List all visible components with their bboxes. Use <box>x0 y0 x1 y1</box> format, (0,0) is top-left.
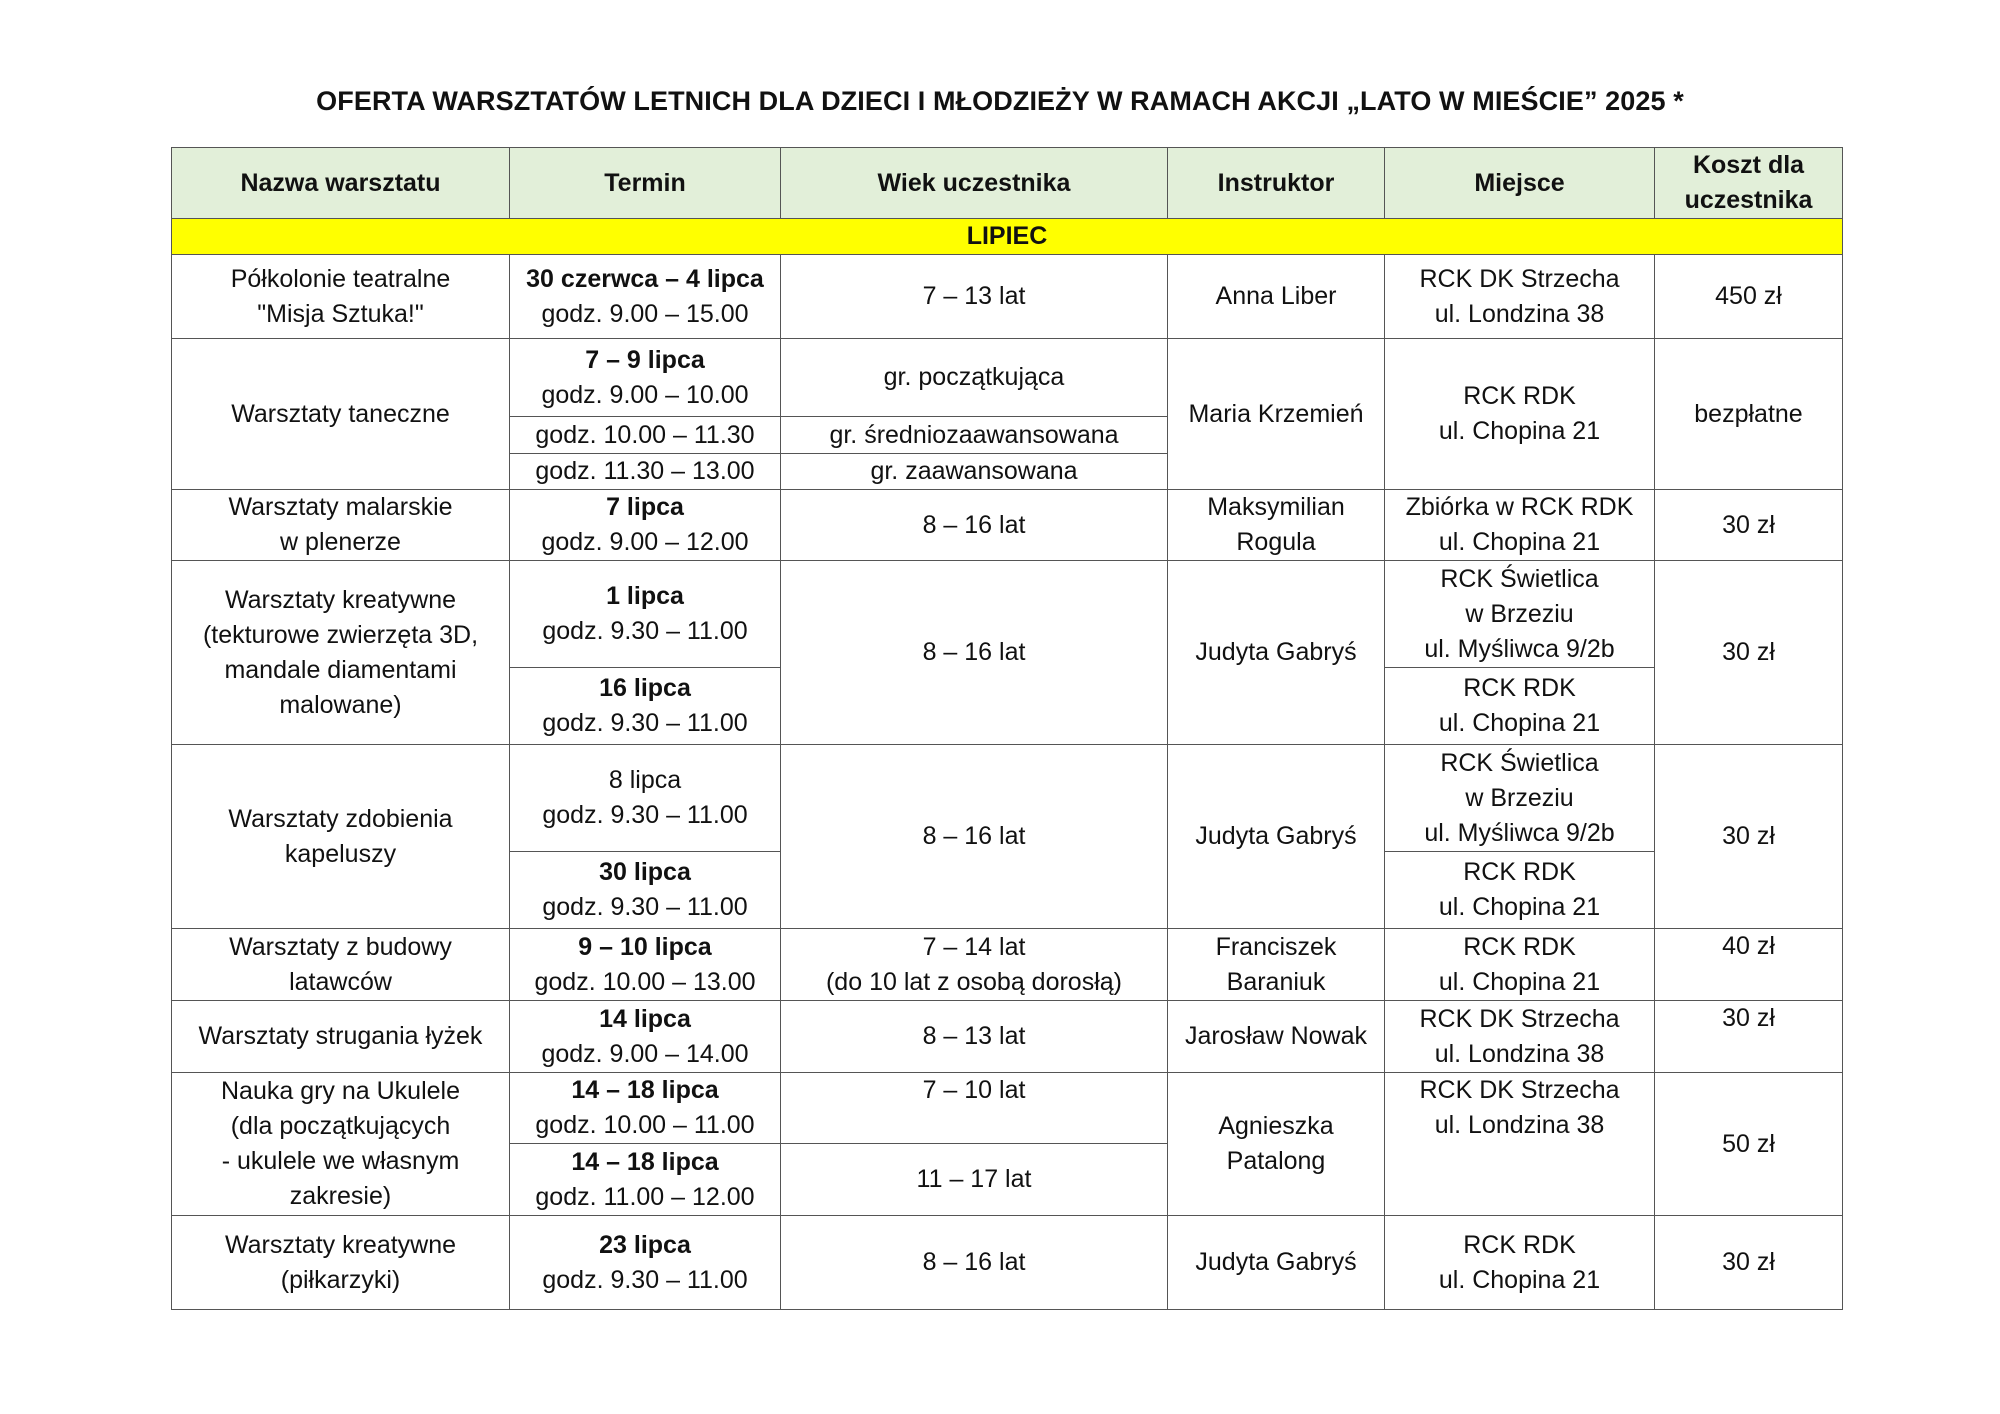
workshop-name <box>172 929 510 1001</box>
place-line: RCK Świetlica <box>1440 564 1599 593</box>
workshop-age: 7 – 10 lat <box>781 1073 1168 1144</box>
header-place: Miejsce <box>1385 148 1655 219</box>
workshop-name <box>172 561 510 745</box>
instructor-line: Baraniuk <box>1226 967 1326 996</box>
workshop-term <box>510 745 781 852</box>
workshop-name-line: zakresie) <box>289 1182 392 1210</box>
workshop-place <box>1385 929 1655 1001</box>
workshop-place <box>1385 852 1655 929</box>
workshop-term <box>510 929 781 1001</box>
workshop-instructor <box>1168 490 1385 561</box>
table-row <box>172 745 1843 852</box>
workshop-instructor: Judyta Gabryś <box>1168 745 1385 929</box>
workshop-name-line: malowane) <box>279 690 402 719</box>
term-hours: godz. 11.00 – 12.00 <box>535 1182 755 1211</box>
workshop-place <box>1385 561 1655 668</box>
table-row <box>172 929 1843 1001</box>
workshop-name-line: (piłkarzyki) <box>280 1265 401 1294</box>
table-row <box>172 255 1843 339</box>
workshop-instructor: Judyta Gabryś <box>1168 561 1385 745</box>
place-line: ul. Myśliwca 9/2b <box>1424 634 1615 663</box>
instructor-line: Maksymilian <box>1207 493 1345 521</box>
workshop-age: 8 – 16 lat <box>781 490 1168 561</box>
header-cost-line1: Koszt dla <box>1692 151 1805 179</box>
workshop-cost: 30 zł <box>1655 490 1843 561</box>
table-row <box>172 490 1843 561</box>
place-line: ul. Londzina 38 <box>1434 299 1605 328</box>
term-hours: godz. 9.30 – 11.00 <box>542 801 748 829</box>
workshop-term <box>510 339 781 417</box>
workshop-place <box>1385 339 1655 490</box>
place-line: w Brzeziu <box>1465 599 1574 628</box>
term-hours: godz. 11.30 – 13.00 <box>510 454 781 490</box>
workshop-cost: 30 zł <box>1655 561 1843 745</box>
workshop-name-line: latawców <box>289 967 392 996</box>
workshop-term <box>510 1144 781 1216</box>
term-date: 9 – 10 lipca <box>578 932 712 961</box>
header-instructor: Instruktor <box>1168 148 1385 219</box>
workshop-cost: 30 zł <box>1655 745 1843 929</box>
workshop-name <box>172 490 510 561</box>
workshop-name-line: - ukulele we własnym <box>221 1147 460 1175</box>
workshop-name-line: mandale diamentami <box>224 655 457 684</box>
workshop-name <box>172 745 510 929</box>
place-line: RCK RDK <box>1463 1230 1576 1259</box>
term-date: 30 lipca <box>599 858 691 886</box>
workshop-instructor: Judyta Gabryś <box>1168 1216 1385 1310</box>
place-line: RCK DK Strzecha <box>1419 1076 1620 1104</box>
place-line: ul. Chopina 21 <box>1438 1265 1601 1294</box>
workshop-cost: 30 zł <box>1655 1216 1843 1310</box>
term-date: 30 czerwca – 4 lipca <box>526 264 764 293</box>
workshop-name: Warsztaty strugania łyżek <box>172 1001 510 1073</box>
term-date: 7 – 9 lipca <box>585 345 705 374</box>
workshop-name-line: Warsztaty malarskie <box>228 493 453 521</box>
workshop-name <box>172 1073 510 1216</box>
workshop-name-line: (dla początkujących <box>230 1112 451 1140</box>
workshop-place <box>1385 1216 1655 1310</box>
workshop-age: 8 – 16 lat <box>781 1216 1168 1310</box>
place-line: Zbiórka w RCK RDK <box>1405 493 1634 521</box>
table-row <box>172 1216 1843 1310</box>
workshop-term <box>510 1001 781 1073</box>
document-title: OFERTA WARSZTATÓW LETNICH DLA DZIECI I MŁODZIEŻY W RAMACH AKCJI „LATO W MIEŚCIE” 2025 * <box>316 86 1684 116</box>
workshop-cost: 30 zł <box>1655 1001 1843 1073</box>
term-hours: godz. 9.00 – 12.00 <box>541 528 749 556</box>
workshop-instructor <box>1168 929 1385 1001</box>
month-label: LIPIEC <box>172 219 1843 255</box>
term-date: 14 – 18 lipca <box>571 1076 719 1104</box>
table-row <box>172 339 1843 417</box>
workshop-name-line: (tekturowe zwierzęta 3D, <box>202 620 479 649</box>
term-date: 14 – 18 lipca <box>571 1147 719 1176</box>
workshop-age: 8 – 13 lat <box>781 1001 1168 1073</box>
workshop-term <box>510 668 781 745</box>
term-hours: godz. 9.00 – 10.00 <box>541 380 749 409</box>
header-age: Wiek uczestnika <box>781 148 1168 219</box>
workshop-cost: bezpłatne <box>1655 339 1843 490</box>
workshop-age: 8 – 16 lat <box>781 745 1168 929</box>
place-line: ul. Chopina 21 <box>1438 893 1601 921</box>
workshop-age: 11 – 17 lat <box>781 1144 1168 1216</box>
month-row <box>172 219 1843 255</box>
workshop-place <box>1385 745 1655 852</box>
header-cost-line2: uczestnika <box>1684 186 1813 214</box>
term-hours: godz. 10.00 – 13.00 <box>534 967 756 996</box>
workshop-instructor: Jarosław Nowak <box>1168 1001 1385 1073</box>
workshop-age <box>781 929 1168 1001</box>
workshop-place <box>1385 1073 1655 1216</box>
workshop-name-line: kapeluszy <box>284 839 397 868</box>
workshop-age: 7 – 13 lat <box>781 255 1168 339</box>
workshop-term <box>510 852 781 929</box>
term-date: 14 lipca <box>599 1004 691 1033</box>
workshop-name: Warsztaty taneczne <box>172 339 510 490</box>
header-term: Termin <box>510 148 781 219</box>
term-hours: godz. 9.00 – 14.00 <box>541 1039 749 1068</box>
workshop-name-line: Nauka gry na Ukulele <box>220 1077 460 1105</box>
term-date: 16 lipca <box>599 674 691 702</box>
workshop-place <box>1385 490 1655 561</box>
place-line: RCK DK Strzecha <box>1419 1004 1620 1033</box>
age-line: (do 10 lat z osobą dorosłą) <box>825 967 1122 996</box>
header-name: Nazwa warsztatu <box>172 148 510 219</box>
term-hours: godz. 9.30 – 11.00 <box>542 1265 748 1294</box>
workshop-table <box>171 147 1843 1310</box>
table-row <box>172 1073 1843 1144</box>
workshop-instructor <box>1168 1073 1385 1216</box>
place-line: RCK RDK <box>1463 932 1576 961</box>
workshop-cost: 50 zł <box>1655 1073 1843 1216</box>
workshop-term <box>510 1073 781 1144</box>
instructor-line: Franciszek <box>1215 932 1337 961</box>
workshop-cost: 450 zł <box>1655 255 1843 339</box>
workshop-name-line: Warsztaty zdobienia <box>228 804 453 833</box>
workshop-group: gr. zaawansowana <box>781 454 1168 490</box>
workshop-place <box>1385 255 1655 339</box>
header-cost <box>1655 148 1843 219</box>
instructor-line: Rogula <box>1236 528 1316 556</box>
term-date: 1 lipca <box>606 582 684 610</box>
table-header-row <box>172 148 1843 219</box>
place-line: ul. Chopina 21 <box>1438 967 1601 996</box>
workshop-name <box>172 255 510 339</box>
age-line: 7 – 14 lat <box>922 932 1026 961</box>
place-line: RCK Świetlica <box>1440 748 1599 777</box>
term-hours: godz. 9.30 – 11.00 <box>542 709 748 737</box>
workshop-term <box>510 561 781 668</box>
term-hours: godz. 10.00 – 11.00 <box>535 1111 755 1139</box>
place-line: ul. Chopina 21 <box>1438 709 1601 737</box>
place-line: RCK RDK <box>1463 858 1576 886</box>
place-line: ul. Chopina 21 <box>1438 417 1601 445</box>
term-hours: godz. 10.00 – 11.30 <box>510 417 781 454</box>
workshop-instructor: Maria Krzemień <box>1168 339 1385 490</box>
workshop-place <box>1385 1001 1655 1073</box>
place-line: ul. Chopina 21 <box>1438 528 1601 556</box>
workshop-name-line: Półkolonie teatralne <box>230 264 451 293</box>
workshop-name-line: Warsztaty kreatywne <box>224 1230 457 1259</box>
place-line: RCK RDK <box>1463 382 1576 410</box>
workshop-age: 8 – 16 lat <box>781 561 1168 745</box>
place-line: ul. Londzina 38 <box>1434 1111 1605 1139</box>
place-line: w Brzeziu <box>1465 783 1574 812</box>
workshop-group: gr. początkująca <box>781 339 1168 417</box>
term-hours: godz. 9.30 – 11.00 <box>542 617 748 645</box>
place-line: ul. Myśliwca 9/2b <box>1424 818 1615 847</box>
workshop-name <box>172 1216 510 1310</box>
table-row <box>172 561 1843 668</box>
workshop-instructor: Anna Liber <box>1168 255 1385 339</box>
term-date: 23 lipca <box>599 1230 691 1259</box>
workshop-group: gr. średniozaawansowana <box>781 417 1168 454</box>
term-date: 8 lipca <box>608 766 682 794</box>
workshop-term <box>510 1216 781 1310</box>
workshop-name-line: w plenerze <box>280 528 401 556</box>
workshop-place <box>1385 668 1655 745</box>
instructor-line: Patalong <box>1226 1147 1326 1175</box>
term-date: 7 lipca <box>606 493 684 521</box>
place-line: ul. Londzina 38 <box>1434 1039 1605 1068</box>
workshop-term <box>510 255 781 339</box>
place-line: RCK RDK <box>1463 674 1576 702</box>
instructor-line: Agnieszka <box>1218 1112 1334 1140</box>
place-line: RCK DK Strzecha <box>1419 264 1620 293</box>
term-hours: godz. 9.30 – 11.00 <box>542 893 748 921</box>
workshop-name-line: "Misja Sztuka!" <box>257 299 424 328</box>
workshop-name-line: Warsztaty z budowy <box>229 932 452 961</box>
term-hours: godz. 9.00 – 15.00 <box>541 299 749 328</box>
workshop-name-line: Warsztaty kreatywne <box>224 585 457 614</box>
workshop-term <box>510 490 781 561</box>
table-row <box>172 1001 1843 1073</box>
workshop-cost: 40 zł <box>1655 929 1843 1001</box>
